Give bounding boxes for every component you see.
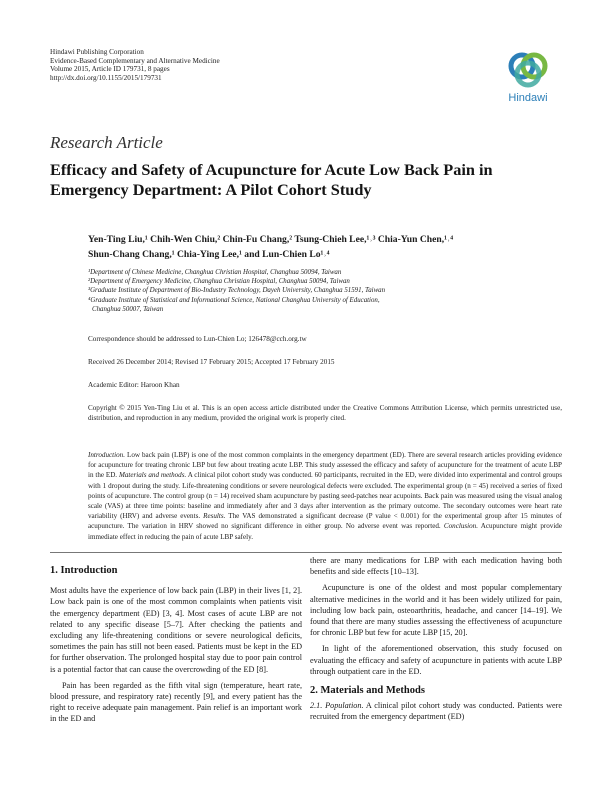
body-column-right (310, 555, 562, 723)
article-title: Efficacy and Safety of Acupuncture for Acute Low Back Pain in Emergency Department: A Pilot Cohort Study (50, 160, 493, 199)
abstract-intro: Low back pain (LBP) is one of the most common complaints in the emergency department (ED). There are several research articles providing evidence for acupuncture for treating chronic LBP but few about treating acute LBP. This study assessed the efficacy and safety of acupuncture for the treatment of acute LBP in the ED. (88, 451, 562, 480)
paragraph: Acupuncture is one of the oldest and most popular complementary alternative medicines in the world and it has been widely utilized for pain, including low back pain, osteoarthritis, headache, and cancer [14–19]. We found that there are many studies assessing the effectiveness of acupuncture for chronic LBP but few for acute LBP [15, 20]. (310, 583, 562, 638)
journal-name: Evidence-Based Complementary and Alternative Medicine (50, 56, 220, 65)
affiliation-2: ²Department of Emergency Medicine, Changhua Christian Hospital, Changhua 50094, Taiwan (88, 278, 350, 286)
paragraph-text: A clinical pilot cohort study was conducted. Patients were recruited from the emergency department (ED) (310, 701, 562, 722)
volume-line: Volume 2015, Article ID 179731, 8 pages (50, 65, 170, 74)
paragraph: Most adults have the experience of low back pain (LBP) in their lives [1, 2]. Low back pain is one of the most common complaints when patients visit the emergency department (ED) [3, 4]. Most cases of acute LBP are not related to any specific disease [5–7]. After checking the patients and excluding any life-threatening conditions or severe neurological deficits, sometimes the pain has still not been eased. Patients must be kept in the ED for further observation. The prolonged hospital stay due to poor pain control is a potential factor that can cause the overcrowding of the ED [8]. (50, 586, 302, 674)
paragraph: Pain has been regarded as the fifth vital sign (temperature, heart rate, blood pressure, and respiratory rate) recently [9], and every patient has the right to receive adequate pain management. Pain relief is an important work in the ED and (50, 680, 302, 724)
correspondence: Correspondence should be addressed to Lun-Chien Lo; 126478@cch.org.tw (88, 335, 307, 343)
affiliation-1: ¹Department of Chinese Medicine, Changhua Christian Hospital, Changhua 50094, Taiwan (88, 269, 342, 276)
authors-line-1: Yen-Ting Liu,¹ Chih-Wen Chiu,² Chin-Fu Chang,² Tsung-Chieh Lee,¹˒³ Chia-Yun Chen,¹˒⁴ (88, 234, 454, 245)
doi-link[interactable]: http://dx.doi.org/10.1155/2015/179731 (50, 73, 162, 82)
abstract-methods-label: Materials and methods. (118, 471, 187, 480)
abstract-conclusion: Acupuncture might provide immediate effect in reducing the pain of acute LBP safely. (88, 522, 563, 541)
section-heading-introduction: 1. Introduction (50, 565, 118, 576)
affiliations (88, 268, 548, 314)
hindawi-logo-text: Hindawi (508, 92, 548, 104)
abstract-intro-label: Introduction. (88, 451, 125, 459)
affiliation-4-cont: Changhua 50007, Taiwan (92, 305, 164, 313)
article-type: Research Article (50, 133, 163, 152)
journal-header (50, 48, 220, 82)
author-list (88, 232, 558, 262)
body-column-left (50, 565, 302, 725)
subsection-label: 2.1. Population. (310, 701, 364, 711)
abstract (88, 450, 562, 542)
received-dates: Received 26 December 2014; Revised 17 February 2015; Accepted 17 February 2015 (88, 358, 335, 366)
affiliation-4: ⁴Graduate Institute of Statistical and Informational Science, National Changhua University of Education, (88, 296, 380, 304)
authors-line-2: Shun-Chang Chang,¹ Chia-Ying Lee,¹ and Lun-Chien Lo¹˒⁴ (88, 249, 330, 260)
paragraph: there are many medications for LBP with each medication having both benefits and side effects [10–13]. (310, 556, 562, 577)
abstract-conclusion-label: Conclusion. (443, 522, 478, 531)
abstract-methods: A clinical pilot cohort study was conducted. 60 participants, recruited in the ED, were divided into experimental and control groups with 1 dropout during the study. Life-threatening conditions or severe neurological defects were excluded. The experimental group (n = 45) received a series of fixed points of acupuncture. The control group (n = 14) received sham acupuncture by pasting seed-patches near acupoints. Back pain was measured using the visual analog scale (VAS) at three time points: baseline and immediately after and 3 days after intervention as the primary outcome. The secondary outcomes were heart rate variability (HRV) and adverse events. (88, 471, 563, 521)
section-heading-methods: 2. Materials and Methods (310, 685, 425, 697)
paragraph (310, 700, 562, 722)
affiliation-3: ³Graduate Institute of Department of Bio-Industry Technology, Dayeh University, Changhua 51591, Taiwan (88, 287, 386, 295)
abstract-results-label: Results. (203, 512, 226, 521)
section-divider (50, 552, 562, 553)
academic-editor: Academic Editor: Haroon Khan (88, 381, 180, 389)
abstract-results: The VAS demonstrated a significant decrease (P value < 0.001) for the experimental group after 15 minutes of acupuncture. The variation in HRV showed no significant difference in either group. No adverse event was reported. (88, 512, 563, 531)
publisher-name: Hindawi Publishing Corporation (50, 48, 144, 56)
copyright-notice: Copyright © 2015 Yen-Ting Liu et al. This is an open access article distributed under the Creative Commons Attribution License, which permits unrestricted use, distribution, and reproduction in any medium, provided the original work is properly cited. (88, 404, 562, 423)
paragraph: In light of the aforementioned observation, this study focused on evaluating the efficacy and safety of acupuncture in patients with acute LBP through outpatient care in the ED. (310, 644, 562, 676)
